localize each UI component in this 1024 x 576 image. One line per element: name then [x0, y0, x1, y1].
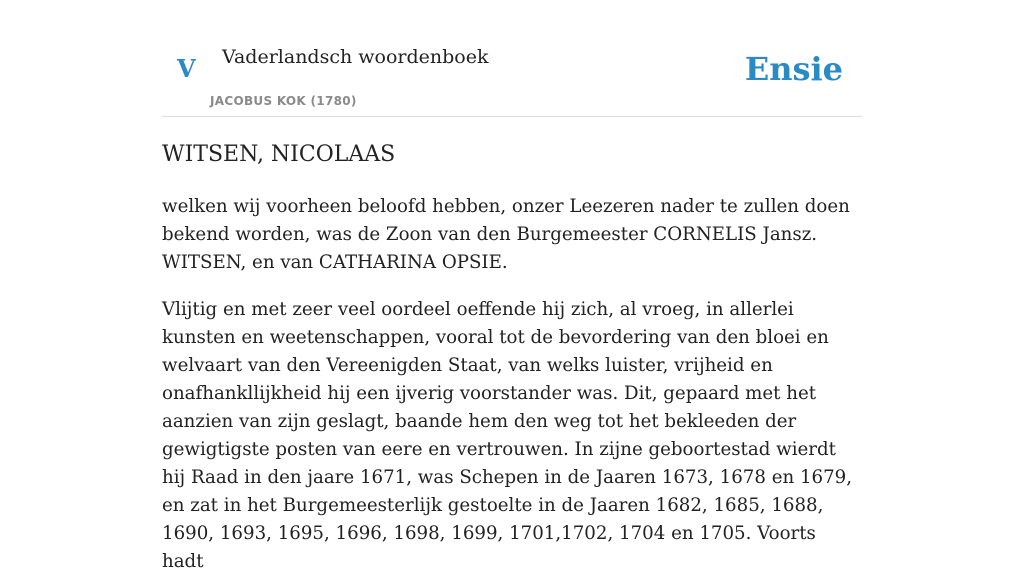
- header: [162, 0, 862, 117]
- book-letter-icon[interactable]: V: [177, 54, 196, 83]
- book-title-link[interactable]: Vaderlandsch woordenboek: [222, 46, 489, 68]
- book-author: JACOBUS KOK (1780): [210, 94, 357, 108]
- ensie-logo[interactable]: Ensie: [744, 50, 843, 88]
- entry-title: WITSEN, NICOLAAS: [162, 142, 396, 167]
- paragraph-2: Vlijtig en met zeer veel oordeel oeffende hij zich, al vroeg, in allerlei kunsten en weetenschappen, vooral tot de bevordering van den bloei en welvaart van den Vereenigden Staat, van welks luister, vrijheid en onafhankllijkheid hij een ijverig voorstander was. Dit, gepaard met het aanzien van zijn geslagt, baande hem den weg tot het bekleeden der gewigtigste posten van eere en vertrouwen. In zijne geboortestad wierdt hij Raad in den jaare 1671, was Schepen in de Jaaren 1673, 1678 en 1679, en zat in het Burgemeesterlijk gestoelte in de Jaaren 1682, 1685, 1688, 1690, 1693, 1695, 1696, 1698, 1699, 1701,1702, 1704 en 1705. Voorts hadt: [162, 299, 853, 572]
- article: [162, 141, 862, 576]
- paragraph-1: welken wij voorheen beloofd hebben, onzer Leezeren nader te zullen doen bekend worden, was de Zoon van den Burgemeester CORNELIS Jansz. WITSEN, en van CATHARINA OPSIE.: [162, 196, 850, 273]
